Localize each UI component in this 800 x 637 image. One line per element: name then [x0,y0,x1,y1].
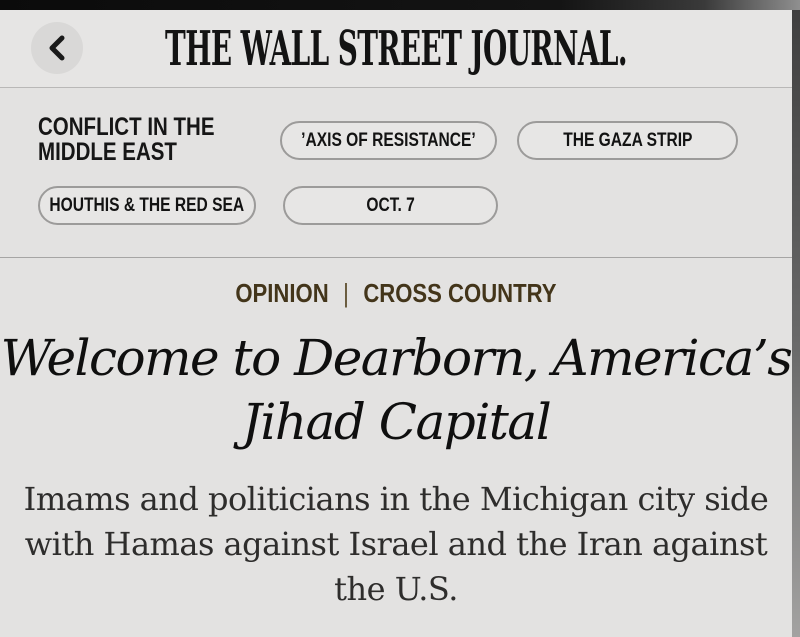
article-header [0,258,792,637]
back-button[interactable] [31,22,83,74]
article-kicker-row [235,278,556,309]
opinion-section-link[interactable]: OPINION [235,278,329,308]
topic-pill-gaza-strip[interactable] [517,121,738,160]
chevron-left-icon [46,35,68,61]
topic-bar [0,89,792,257]
topic-pill-label: HOUTHIS & THE RED SEA [49,194,245,216]
deck-line1: Imams and politicians in the Michigan city side [23,480,769,518]
article-headline [0,326,792,454]
cross-country-column-link[interactable]: CROSS COUNTRY [363,278,557,308]
screen-right-edge [792,10,800,637]
topic-section-label [38,115,215,165]
topic-pill-oct-7[interactable] [283,186,498,225]
deck-line2: with Hamas against Israel and the Iran against [24,525,768,563]
topic-pill-label: ’AXIS OF RESISTANCE’ [301,129,476,151]
article-deck [0,477,792,612]
headline-line1: Welcome to Dearborn, America’s [0,329,792,387]
topic-section-label-line1: CONFLICT IN THE [38,113,215,141]
headline-line2: Jihad Capital [241,393,551,451]
kicker-separator: | [343,278,349,308]
topic-pill-houthis-red-sea[interactable] [38,186,256,225]
screen-top-edge [0,0,800,10]
deck-line3: the U.S. [334,570,458,608]
topic-section-label-line2: MIDDLE EAST [38,138,177,166]
topic-pill-label: THE GAZA STRIP [562,129,693,151]
topic-pill-label: OCT. 7 [366,194,415,216]
app-header [0,10,792,88]
article-kicker [0,278,792,309]
masthead[interactable]: THE WALL STREET JOURNAL. [165,21,627,77]
topic-pill-axis-of-resistance[interactable] [280,121,497,160]
